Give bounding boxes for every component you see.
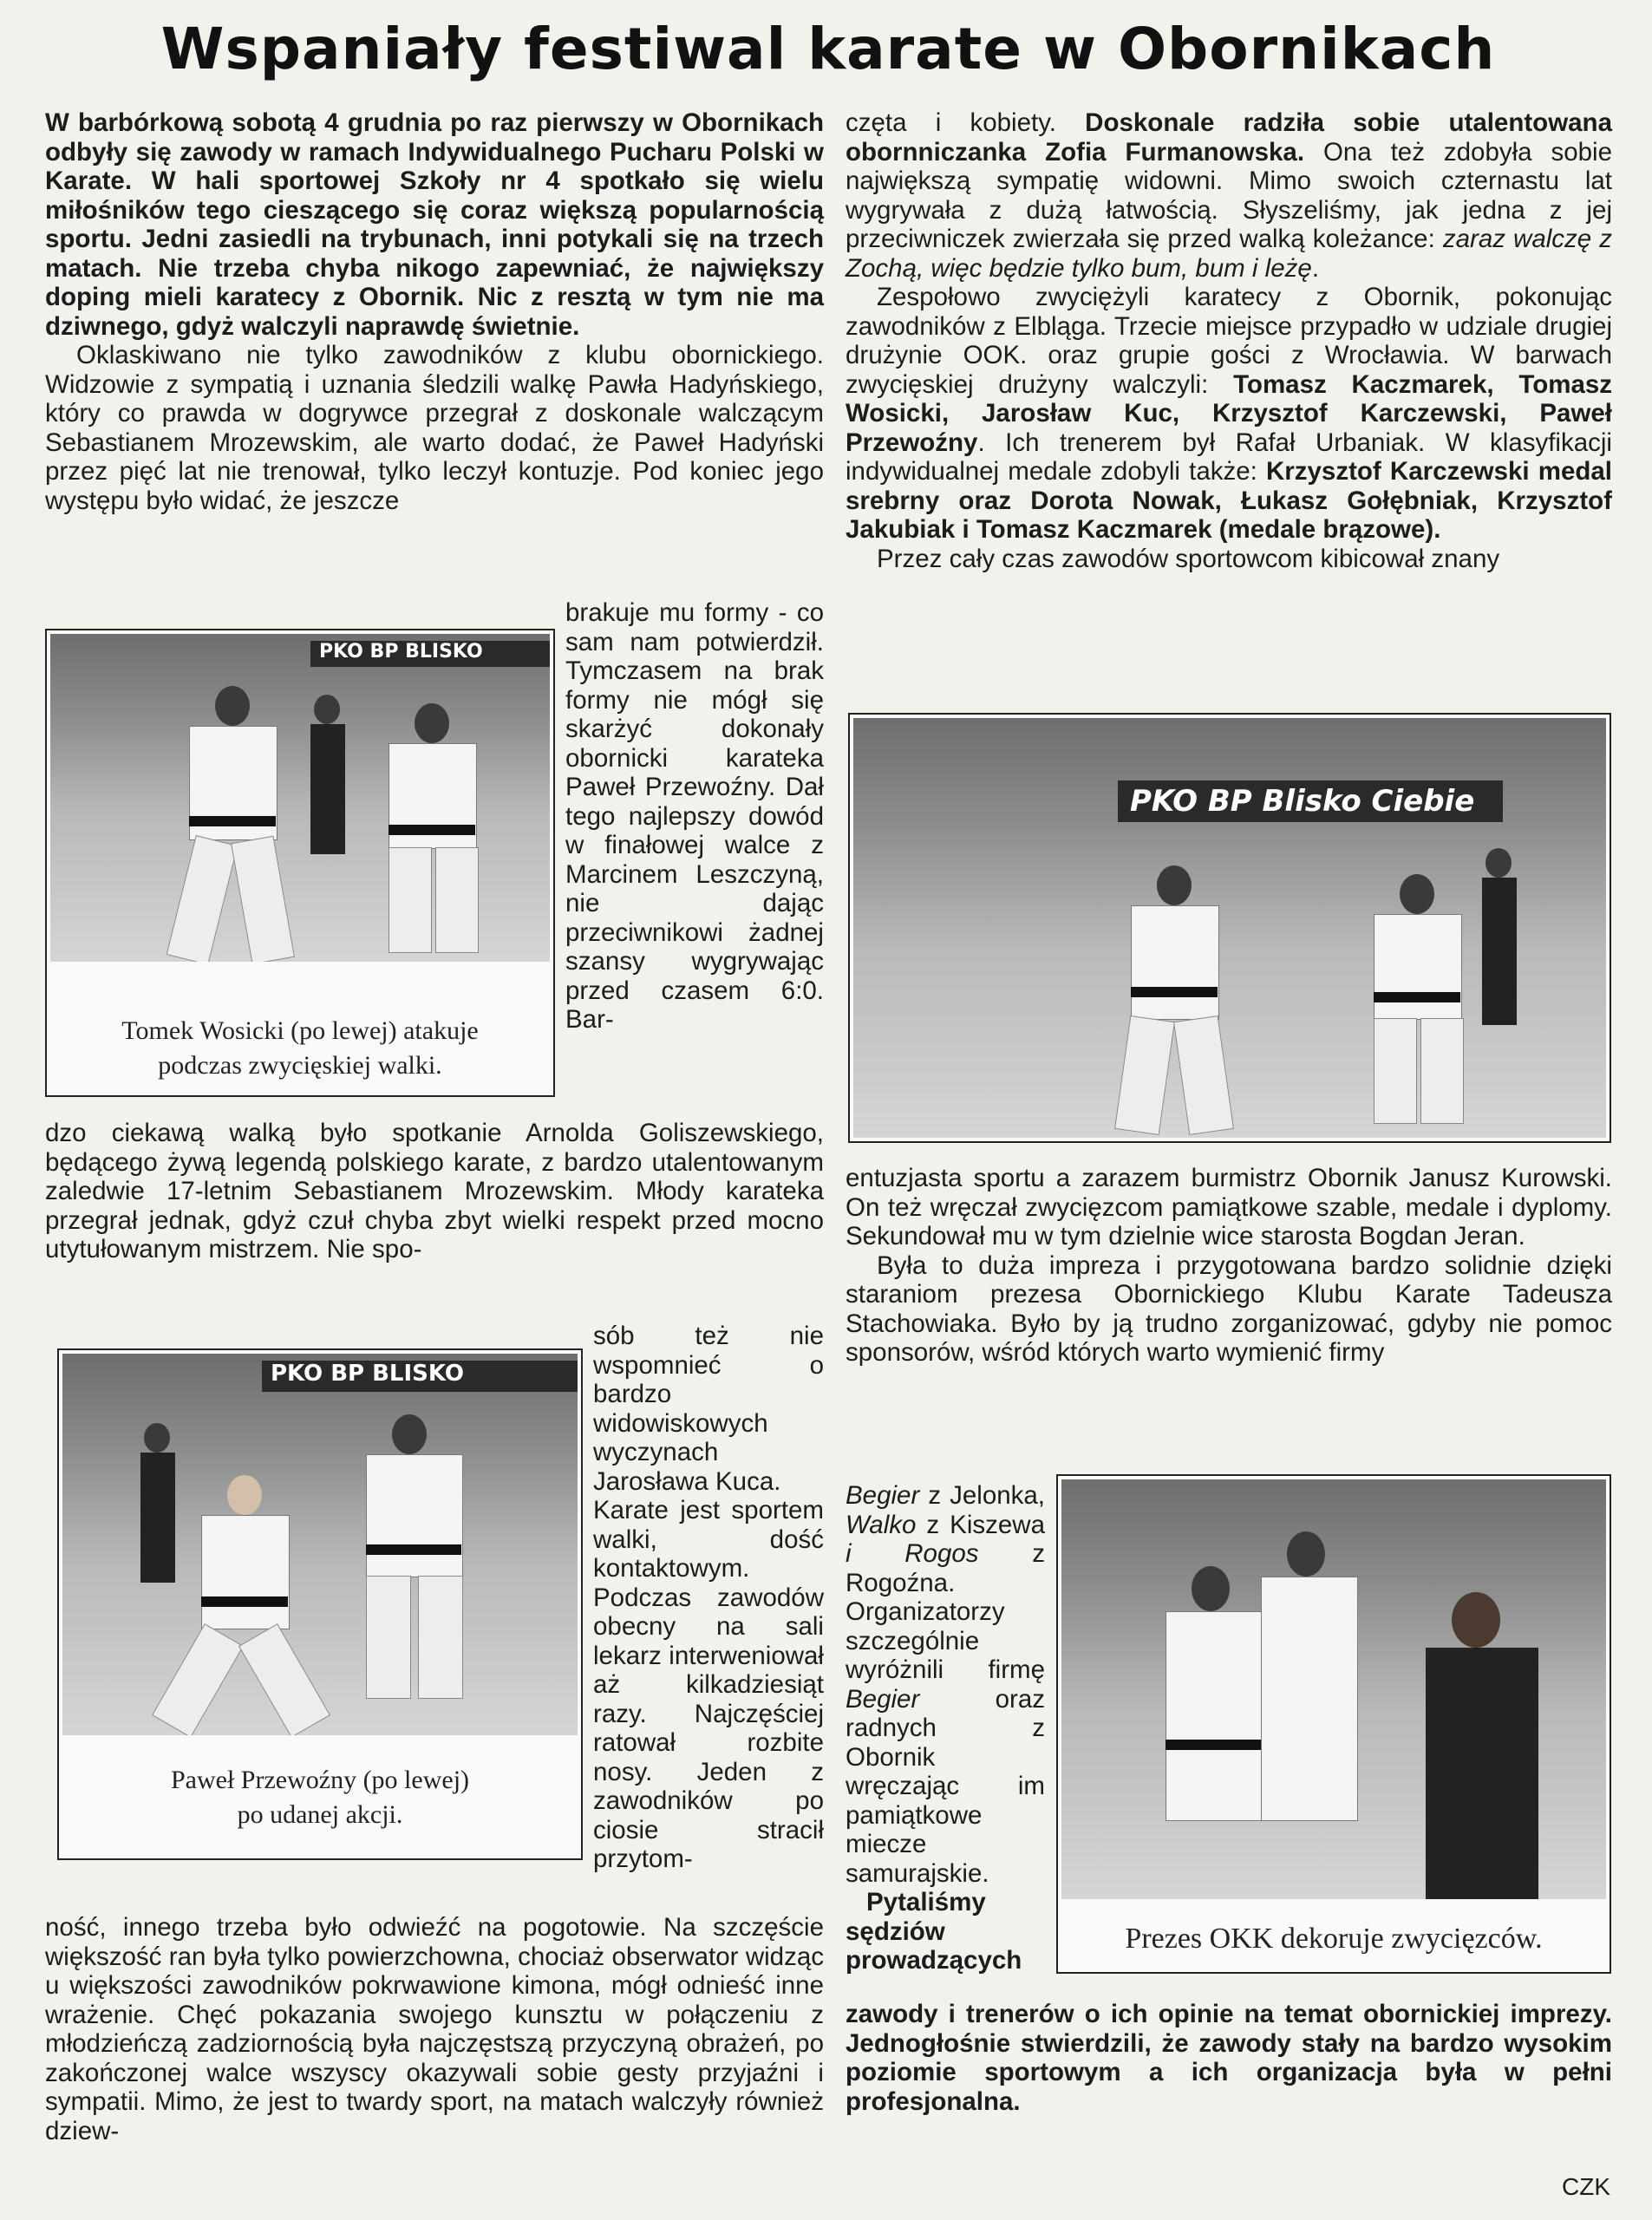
- photo-award-ceremony: [1056, 1474, 1611, 1974]
- sponsor-banner: PKO BP Blisko Ciebie: [1118, 780, 1503, 822]
- photo-caption: Paweł Przewoźny (po lewej) po udanej akcji.: [170, 1766, 470, 1829]
- photo-pawel-przewozny: [57, 1348, 583, 1860]
- left-narrow-column-1: [565, 598, 824, 1035]
- paragraph: Zespołowo zwyciężyli karatecy z Obornik, pokonując zawodników z Elbląga. Trzecie miejsce przypadło w udziale drugiej drużynie OOK. oraz grupie gości z Wrocławia. W barwach zwycięskiej drużyny walczyli: Tomasz Kaczmarek, Tomasz Wosicki, Jarosław Kuc, Krzysztof Karczewski, Paweł Przewoźny. Ich trenerem był Rafał Urbaniak. W klasyfikacji indywidualnej medale zdobyli także: Krzysztof Karczewski medal srebrny oraz Dorota Nowak, Łukasz Gołębniak, Krzysztof Jakubiak i Tomasz Kaczmarek (medale brązowe).: [846, 283, 1613, 544]
- karate-photo-icon: [1061, 1479, 1606, 1899]
- article-lead: W barbórkową sobotą 4 grudnia po raz pierwszy w Obornikach odbyły się zawody w ramach Indywidualnego Pucharu Polski w Karate. W hali sportowej Szkoły nr 4 spotkało się wielu miłośników tego cieszącego się coraz większą popularnością sportu. Jedni zasiedli na trybunach, inni potykali się na trzech matach. Nie trzeba chyba nikogo zapewniać, że największy doping mieli karatecy z Obornik. Nic z resztą w tym nie ma dziwnego, gdyż walczyli naprawdę świetnie.: [45, 108, 824, 341]
- paragraph: Karate jest sportem walki, dość kontaktowym. Podczas zawodów obecny na sali lekarz interweniował aż kilkadziesiąt razy. Najczęściej ratował rozbite nosy. Jeden z zawodników po ciosie stracił przytom-: [593, 1496, 824, 1873]
- paragraph: Była to duża impreza i przygotowana bardzo solidnie dzięki staraniom prezesa Obornickiego Klubu Karate Tadeusza Stachowiaka. Było by ją trudno zorganizować, gdyby nie pomoc sponsorów, wśród których warto wymienić firmy: [846, 1250, 1612, 1367]
- paragraph: entuzjasta sportu a zarazem burmistrz Obornik Janusz Kurowski. On też wręczał zwycięzcom pamiątkowe szable, medale i dyplomy. Sekundował mu w tym dzielnie wice starosta Bogdan Jeran.: [846, 1164, 1612, 1250]
- sponsor-banner: PKO BP BLISKO: [310, 641, 550, 667]
- right-column-bottom: [846, 2000, 1612, 2116]
- paragraph: Oklaskiwano nie tylko zawodników z klubu obornickiego. Widzowie z sympatią i uznania śledzili walkę Pawła Hadyńskiego, który co prawda w dogrywce przegrał z doskonale walczącym Sebastianem Mrozewskim, ale warto dodać, że Paweł Hadyński przez pięć lat nie trenował, tylko leczył kontuzje. Pod koniec jego występu było widać, że jeszcze: [45, 341, 824, 515]
- right-narrow-column: [846, 1481, 1045, 1975]
- sponsor-banner: PKO BP BLISKO: [262, 1361, 578, 1392]
- author-signature: CZK: [1562, 2173, 1610, 2200]
- paragraph: ność, innego trzeba było odwieźć na pogotowie. Na szczęście większość ran była tylko powierzchowna, chociaż obserwator widząc u większości zawodników pokrwawione kimona, mógł odnieść inne wrażenie. Chęć pokazania swojego kunsztu w połączeniu z młodzieńczą zadziornością była najczęstszą przyczyną obrażeń, po zakończonej walce wszyscy okazywali sobie gesty przyjaźni i sympatii. Mimo, że jest to twardy sport, na matach walczyły również dziew-: [45, 1913, 824, 2145]
- paragraph: Pytaliśmy sędziów prowadzących: [846, 1888, 1022, 1975]
- right-column-top: [846, 108, 1612, 573]
- paragraph: Przez cały czas zawodów sportowcom kibicował znany: [877, 544, 1500, 573]
- photo-tomek-wosicki: [45, 629, 555, 1097]
- photo-caption: Prezes OKK dekoruje zwycięzców.: [1125, 1923, 1543, 1955]
- karate-photo-icon: [50, 634, 550, 962]
- paragraph: dzo ciekawą walką było spotkanie Arnolda Goliszewskiego, będącego żywą legendą polskiego karate, z bardzo utalentowanym zaledwie 17-letnim Sebastianem Mrozewskim. Młody karateka przegrał jednak, gdyż czuł chyba zbyt wielki respekt przed mocno utytułowanym mistrzem. Nie spo-: [45, 1119, 824, 1263]
- photo-competition-hall: [848, 713, 1611, 1143]
- article-title: Wspaniały festiwal karate w Obornikach: [160, 16, 1496, 82]
- left-column-top: [45, 108, 824, 515]
- karate-photo-icon: [853, 718, 1606, 1138]
- photo-caption: Tomek Wosicki (po lewej) atakuje podczas zwycięskiej walki.: [121, 1016, 479, 1080]
- paragraph: brakuje mu formy - co sam nam potwierdził. Tymczasem na brak formy nie mógł się skarżyć dokonały obornicki karateka Paweł Przewoźny. Dał tego najlepszy dowód w finałowej walce z Marcinem Leszczyną, nie dając przeciwnikowi żadnej szansy wygrywając przed czasem 6:0. Bar-: [565, 598, 824, 1034]
- left-column-middle: [45, 1119, 824, 1264]
- paragraph: Begier z Jelonka, Walko z Kiszewa i Rogos z Rogoźna. Organizatorzy szczególnie wyróżnili firmę Begier oraz radnych z Obornik wręczając im pamiątkowe miecze samurajskie.: [846, 1481, 1045, 1888]
- left-column-bottom: [45, 1913, 824, 2145]
- paragraph: częta i kobiety. Doskonale radziła sobie utalentowana obornniczanka Zofia Furmanowska. Ona też zdobyła sobie największą sympatię widowni. Mimo swoich czternastu lat wygrywała z dużą łatwością. Słyszeliśmy, jak jedna z jej przeciwniczek zwierzała się przed walką koleżance: zaraz walczę z Zochą, więc będzie tylko bum, bum i leżę.: [846, 108, 1613, 283]
- karate-photo-icon: [62, 1354, 578, 1735]
- left-narrow-column-2: [593, 1322, 824, 1874]
- paragraph: zawody i trenerów o ich opinie na temat obornickiej imprezy. Jednogłośnie stwierdzili, że zawody stały na bardzo wysokim poziomie sportowym a ich organizacja była w pełni profesjonalna.: [846, 2000, 1612, 2116]
- right-column-middle: [846, 1164, 1612, 1368]
- paragraph: sób też nie wspomnieć o bardzo widowiskowych wyczynach Jarosława Kuca.: [593, 1322, 824, 1496]
